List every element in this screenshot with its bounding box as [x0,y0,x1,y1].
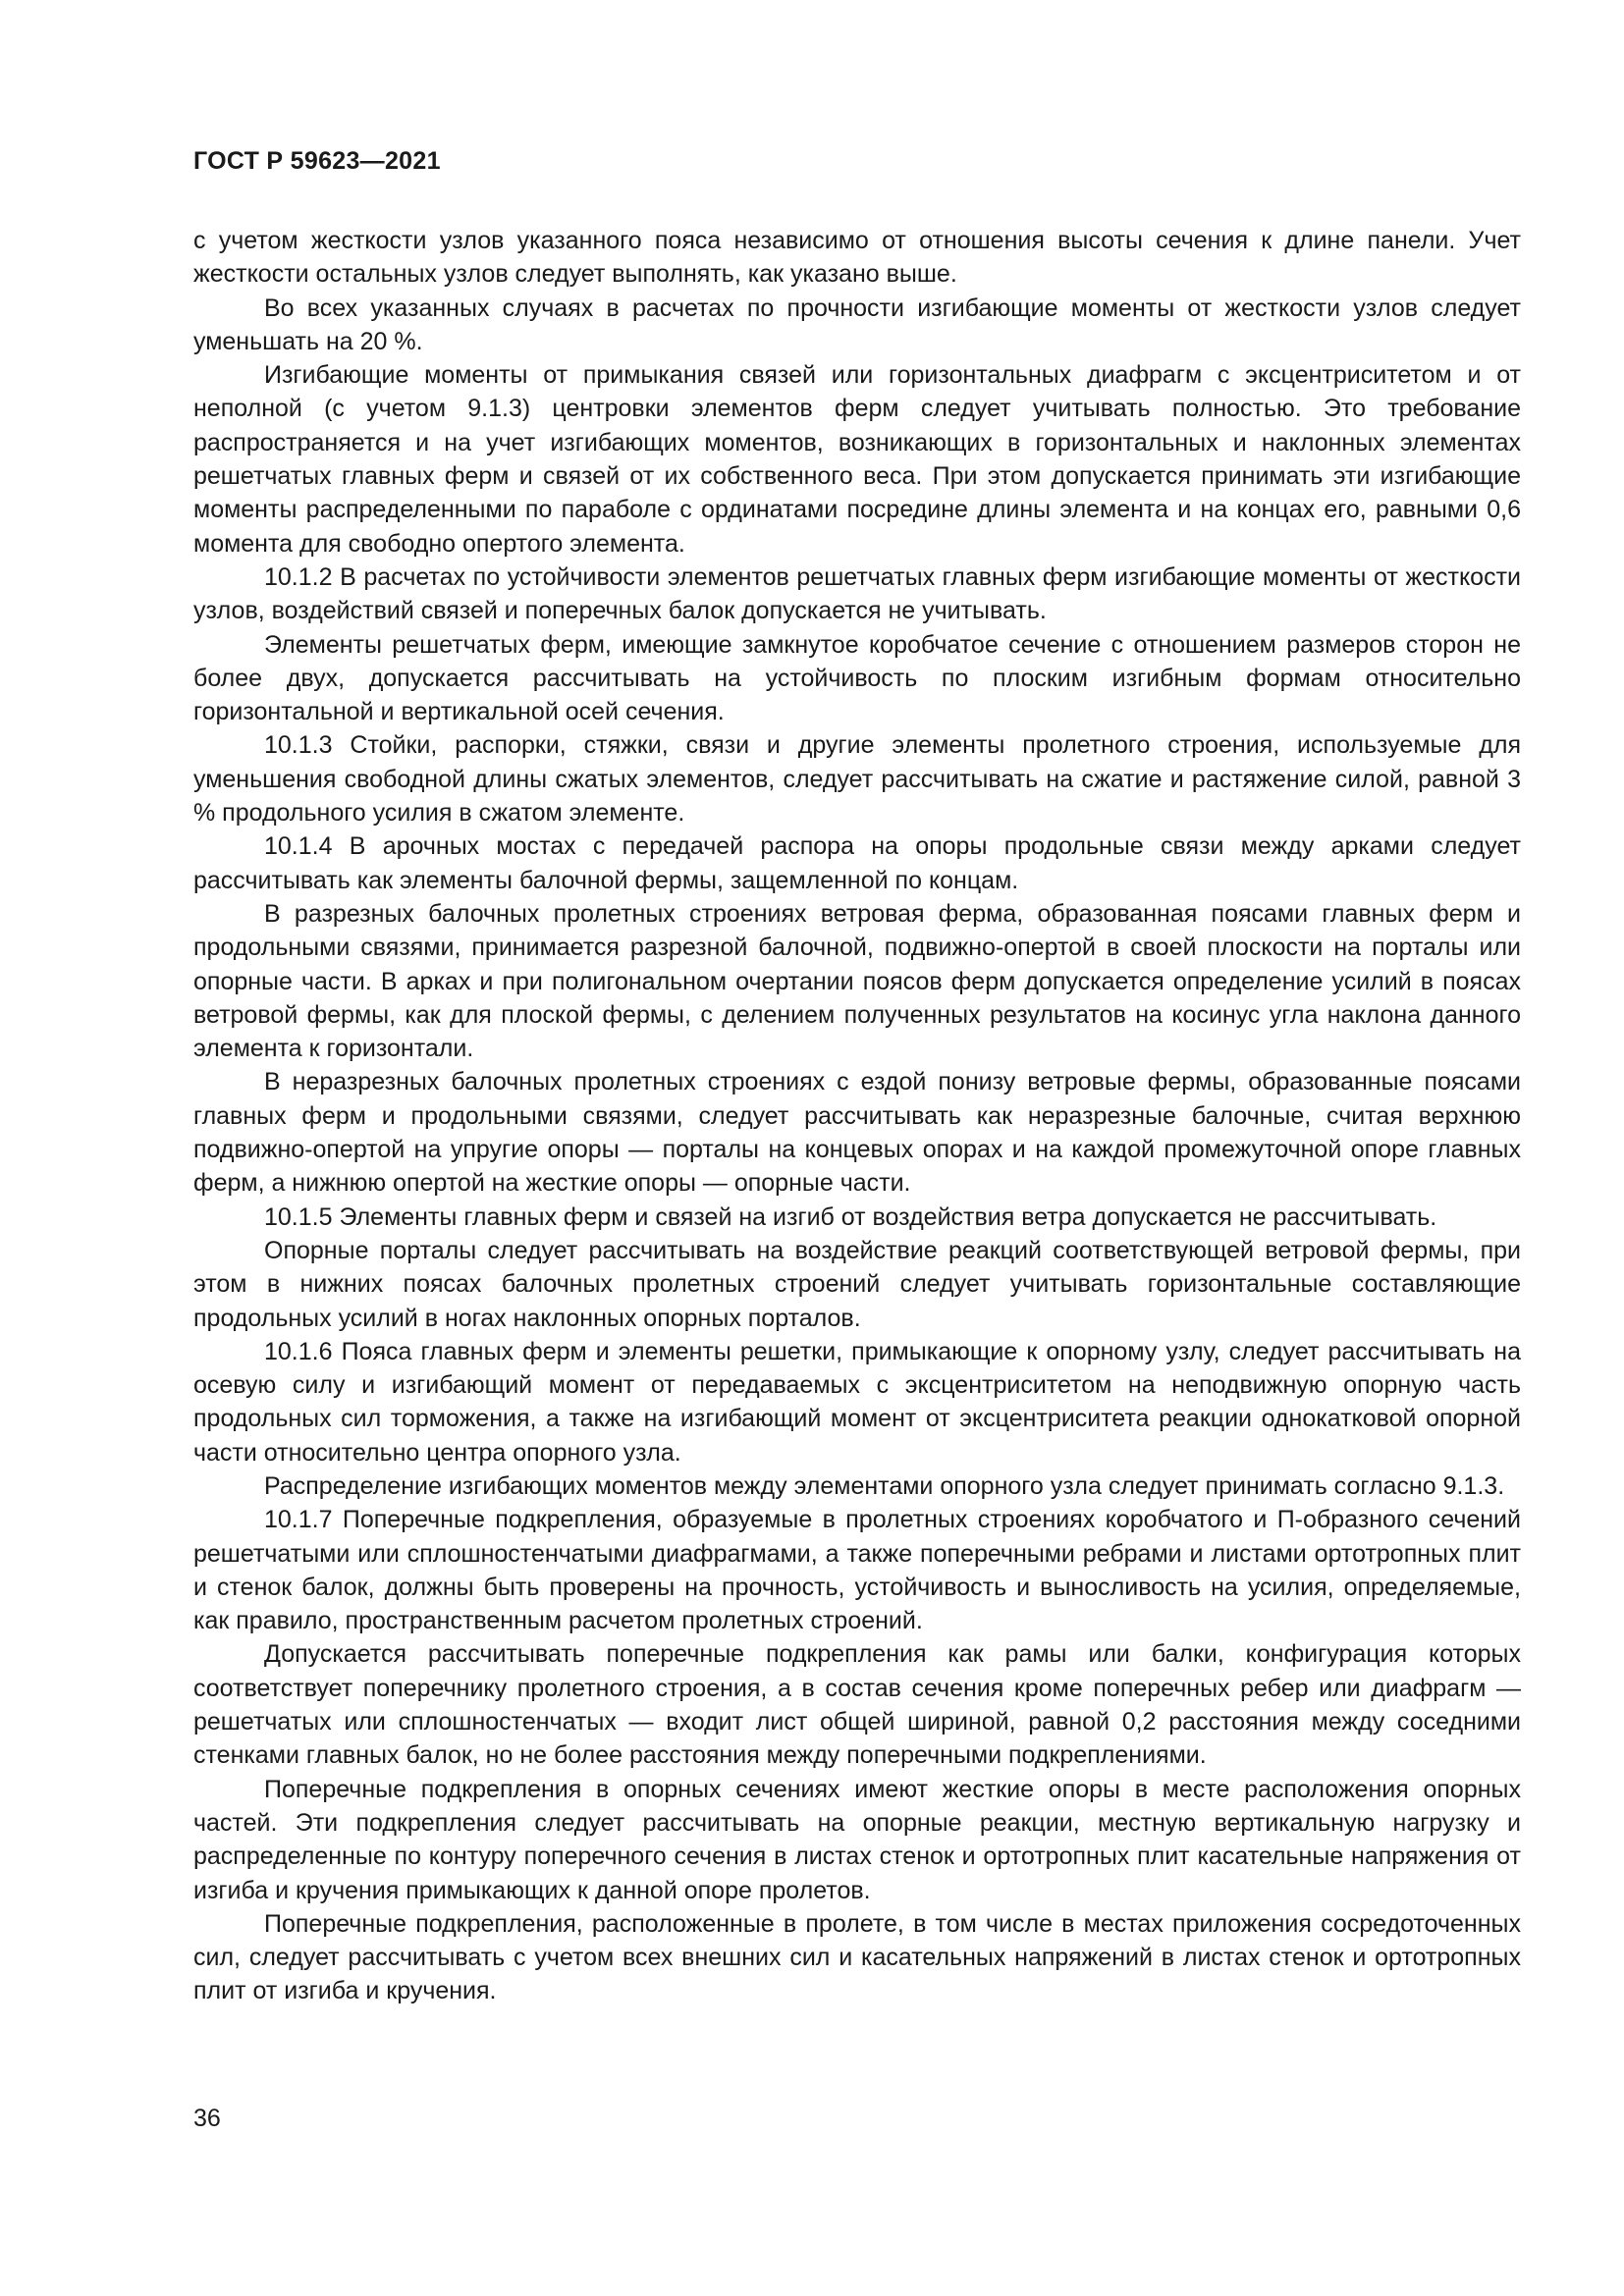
paragraph-support-sections: Поперечные подкрепления в опорных сечениях имеют жесткие опоры в месте расположения опорных частей. Эти подкрепления следует рассчитывать на опорные реакции, местную вертикальную нагрузку и распределенные по контуру поперечного сечения в листах стенок и ортотропных плит касательные напряжения от изгиба и кручения примыкающих к данной опоре пролетов. [193,1775,1521,1904]
paragraph-10-1-6: 10.1.6 Пояса главных ферм и элементы решетки, примыкающие к опорному узлу, следует рассчитывать на осевую силу и изгибающий момент от передаваемых с эксцентриситетом на неподвижную опорную часть продольных сил торможения, а также на изгибающий момент от эксцентриситета реакции однокатковой опорной части относительно центра опорного узла. [193,1337,1521,1467]
paragraph-continuous-spans: В неразрезных балочных пролетных строениях с ездой понизу ветровые фермы, образованные поясами главных ферм и продольными связями, следует рассчитывать как неразрезные балочные, считая верхнюю подвижно-опертой на упругие опоры — порталы на концевых опорах и на каждой промежуточной опоре главных ферм, а нижнюю опертой на жесткие опоры — опорные части. [193,1068,1521,1198]
paragraph-10-1-5: 10.1.5 Элементы главных ферм и связей на изгиб от воздействия ветра допускается не рассчитывать. [264,1202,1437,1231]
paragraph-split-spans: В разрезных балочных пролетных строениях ветровая ферма, образованная поясами главных ферм и продольными связями, принимается разрезной балочной, подвижно-опертой в своей плоскости на порталы или опорные части. В арках и при полигональном очертании поясов ферм допускается определение усилий в поясах ветровой фермы, как для плоской фермы, с делением полученных результатов на косинус угла наклона данного элемента к горизонтали. [193,899,1521,1063]
paragraph-support-portals: Опорные порталы следует рассчитывать на воздействие реакций соответствующей ветровой фермы, при этом в нижних поясах балочных пролетных строений следует учитывать горизонтальные составляющие продольных усилий в ногах наклонных опорных порталов. [193,1236,1521,1332]
paragraph-frames-or-beams: Допускается рассчитывать поперечные подкрепления как рамы или балки, конфигурация которых соответствует поперечнику пролетного строения, а в состав сечения кроме поперечных ребер или диафрагм — решетчатых или сплошностенчатых — входит лист общей шириной, равной 0,2 расстояния между соседними стенками главных балок, но не более расстояния между поперечными подкреплениями. [193,1640,1521,1770]
paragraph-moment-distribution: Распределение изгибающих моментов между элементами опорного узла следует принимать согласно 9.1.3. [264,1471,1505,1500]
paragraph-strength-reduction: Во всех указанных случаях в расчетах по прочности изгибающие моменты от жесткости узлов следует уменьшать на 20 %. [193,294,1521,355]
paragraph-eccentric-moments: Изгибающие моменты от примыкания связей или горизонтальных диафрагм с эксцентриситетом и от неполной (с учетом 9.1.3) центровки элементов ферм следует учитывать полностью. Это требование распространяется и на учет изгибающих моментов, возникающих в горизонтальных и наклонных элементах решетчатых главных ферм и связей от их собственного веса. При этом допускается принимать эти изгибающие моменты распределенными по параболе с ординатами посредине длины элемента и на концах его, равными 0,6 момента для свободно опертого элемента. [193,361,1521,558]
paragraph-10-1-3: 10.1.3 Стойки, распорки, стяжки, связи и другие элементы пролетного строения, используемые для уменьшения свободной длины сжатых элементов, следует рассчитывать на сжатие и растяжение силой, равной 3 % продольного усилия в сжатом элементе. [193,731,1521,828]
paragraph-10-1-4: 10.1.4 В арочных мостах с передачей распора на опоры продольные связи между арками следует рассчитывать как элементы балочной фермы, защемленной по концам. [193,832,1521,894]
paragraph-box-section: Элементы решетчатых ферм, имеющие замкнутое коробчатое сечение с отношением размеров сторон не более двух, допускается рассчитывать на устойчивость по плоским изгибным формам относительно горизонтальной и вертикальной осей сечения. [193,630,1521,726]
paragraph-continuation: с учетом жесткости узлов указанного пояса независимо от отношения высоты сечения к длине панели. Учет жесткости остальных узлов следует выполнять, как указано выше. [193,227,1521,289]
paragraph-span-reinforcements: Поперечные подкрепления, расположенные в пролете, в том числе в местах приложения сосредоточенных сил, следует рассчитывать с учетом всех внешних сил и касательных напряжений в листах стенок и ортотропных плит от изгиба и кручения. [193,1909,1521,2005]
body-text [193,224,1521,2008]
standard-code-header: ГОСТ Р 59623—2021 [193,147,441,175]
page-number: 36 [193,2105,221,2132]
paragraph-10-1-7: 10.1.7 Поперечные подкрепления, образуемые в пролетных строениях коробчатого и П-образного сечений решетчатыми или сплошностенчатыми диафрагмами, а также поперечными ребрами и листами ортотропных плит и стенок балок, должны быть проверены на прочность, устойчивость и выносливость на усилия, определяемые, как правило, пространственным расчетом пролетных строений. [193,1506,1521,1635]
paragraph-10-1-2: 10.1.2 В расчетах по устойчивости элементов решетчатых главных ферм изгибающие моменты от жесткости узлов, воздействий связей и поперечных балок допускается не учитывать. [193,562,1521,625]
